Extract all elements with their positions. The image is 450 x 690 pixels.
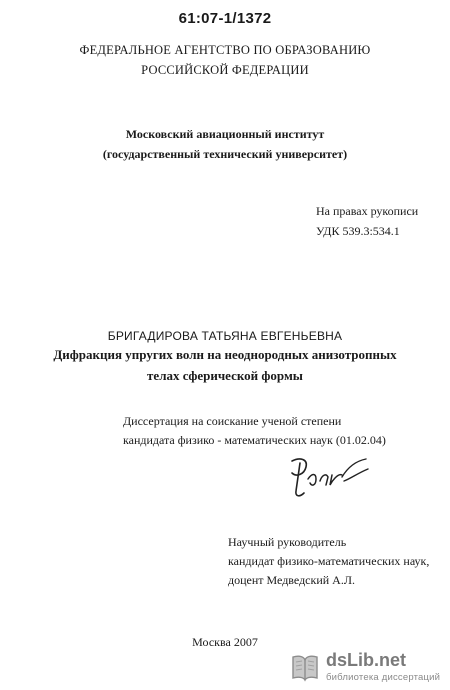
dissertation-degree-line-1: Диссертация на соискание ученой степени [123,414,342,428]
thesis-title-line-1: Дифракция упругих волн на неоднородных анизотропных [53,347,397,362]
watermark-subtitle: библиотека диссертаций [326,672,441,683]
handwritten-signature [286,451,372,501]
institute-name: Московский авиационный институт [125,127,325,141]
supervisor-name: доцент Медведский А.Л. [228,573,355,587]
watermark-site: dsLib.net [326,650,406,670]
manuscript-rights: На правах рукописи [316,204,419,218]
udc-code: УДК 539.3:534.1 [316,224,400,238]
supervisor-degree: кандидат физико-математических наук, [228,554,430,568]
institute-subtitle: (государственный технический университет) [102,147,348,161]
city-year: Москва 2007 [192,635,258,649]
agency-line-2: РОССИЙСКОЙ ФЕДЕРАЦИИ [141,63,309,77]
watermark [288,651,448,687]
agency-line-1: ФЕДЕРАЛЬНОЕ АГЕНТСТВО ПО ОБРАЗОВАНИЮ [79,43,371,57]
supervisor-label: Научный руководитель [228,535,347,549]
archive-code: 61:07-1/1372 [178,10,272,27]
dissertation-degree-line-2: кандидата физико - математических наук (01.02.04) [123,433,386,447]
author-name: БРИГАДИРОВА ТАТЬЯНА ЕВГЕНЬЕВНА [107,329,343,343]
thesis-title-line-2: телах сферической формы [147,368,303,383]
dslib-logo-icon [288,651,322,685]
